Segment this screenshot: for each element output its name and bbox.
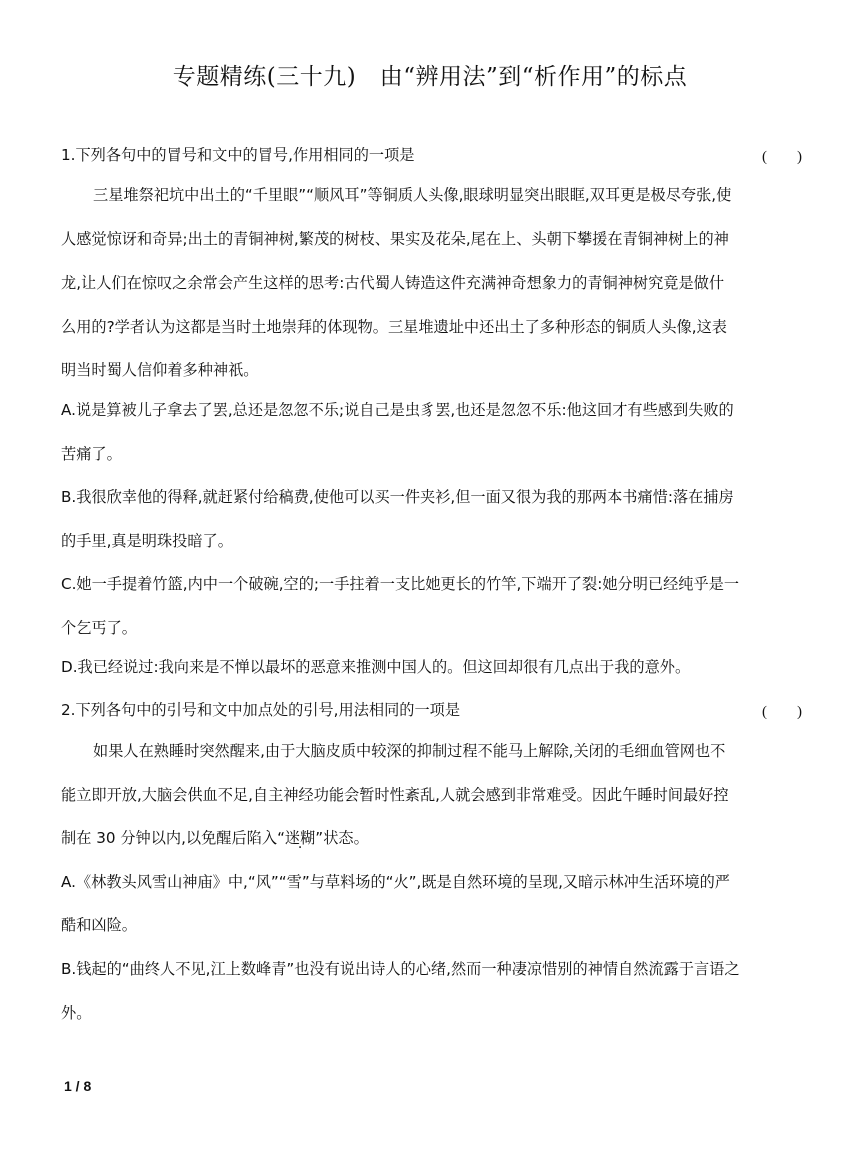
question-1-stem-text: 1.下列各句中的冒号和文中的冒号,作用相同的一项是	[61, 146, 415, 164]
page-number: 1 / 8	[64, 1078, 92, 1094]
question-1-stem	[61, 145, 801, 165]
dotted-quote: “迷糊” ·	[277, 829, 323, 847]
q2-option-a-cont: 酷和凶险。	[61, 916, 137, 934]
q2-option-b: B.钱起的“曲终人不见,江上数峰青”也没有说出诗人的心绪,然而一种凄凉惜别的神情自然流露于言语之	[61, 960, 740, 978]
q1-option-d: D.我已经说过:我向来是不惮以最坏的恶意来推测中国人的。但这回却很有几点出于我的意外。	[61, 658, 691, 676]
q1-option-c: C.她一手提着竹篮,内中一个破碗,空的;一手拄着一支比她更长的竹竿,下端开了裂:她分明已经纯乎是一	[61, 575, 740, 593]
question-2-stem	[61, 700, 801, 720]
q2-passage-line-last	[61, 828, 801, 848]
q1-option-b: B.我很欣幸他的得释,就赶紧付给稿费,使他可以买一件夹衫,但一面又很为我的那两本书痛惜:落在捕房	[61, 488, 734, 506]
q1-passage-line: 人感觉惊讶和奇异;出土的青铜神树,繁茂的树枝、果实及花朵,尾在上、头朝下攀援在青铜神树上的神	[61, 230, 729, 248]
q1-passage-line: 三星堆祭祀坑中出土的“千里眼”“顺风耳”等铜质人头像,眼球明显突出眼眶,双耳更是极尽夸张,使	[93, 186, 732, 204]
q1-option-a: A.说是算被儿子拿去了罢,总还是忽忽不乐;说自己是虫豸罢,也还是忽忽不乐:他这回才有些感到失败的	[61, 401, 734, 419]
q2-passage-line: 能立即开放,大脑会供血不足,自主神经功能会暂时性紊乱,人就会感到非常难受。因此午睡时间最好控	[61, 786, 729, 804]
q1-option-b-cont: 的手里,真是明珠投暗了。	[61, 532, 233, 550]
q2-option-b-cont: 外。	[61, 1004, 92, 1022]
q1-option-a-cont: 苦痛了。	[61, 445, 122, 463]
question-2-stem-text: 2.下列各句中的引号和文中加点处的引号,用法相同的一项是	[61, 701, 461, 719]
q1-passage-line: 明当时蜀人信仰着多种神祇。	[61, 361, 259, 379]
q1-passage-line: 么用的?学者认为这都是当时土地崇拜的体现物。三星堆遗址中还出土了多种形态的铜质人头像,这表	[61, 318, 727, 336]
q1-option-c-cont: 个乞丐了。	[61, 619, 137, 637]
question-2-answer-bracket: ( )	[762, 704, 802, 720]
q2-passage-text: 状态。	[323, 829, 369, 847]
q2-passage-line: 如果人在熟睡时突然醒来,由于大脑皮质中较深的抑制过程不能马上解除,关闭的毛细血管网也不	[93, 742, 726, 760]
q1-passage-line: 龙,让人们在惊叹之余常会产生这样的思考:古代蜀人铸造这件充满神奇想象力的青铜神树究竟是做什	[61, 274, 725, 292]
page-title: 专题精练(三十九) 由“辨用法”到“析作用”的标点	[172, 64, 688, 90]
question-1-answer-bracket: ( )	[762, 149, 802, 165]
q2-option-a: A.《林教头风雪山神庙》中,“风”“雪”与草料场的“火”,既是自然环境的呈现,又暗示林冲生活环境的严	[61, 873, 730, 891]
q2-passage-text: 制在 30 分钟以内,以免醒后陷入	[61, 829, 278, 847]
